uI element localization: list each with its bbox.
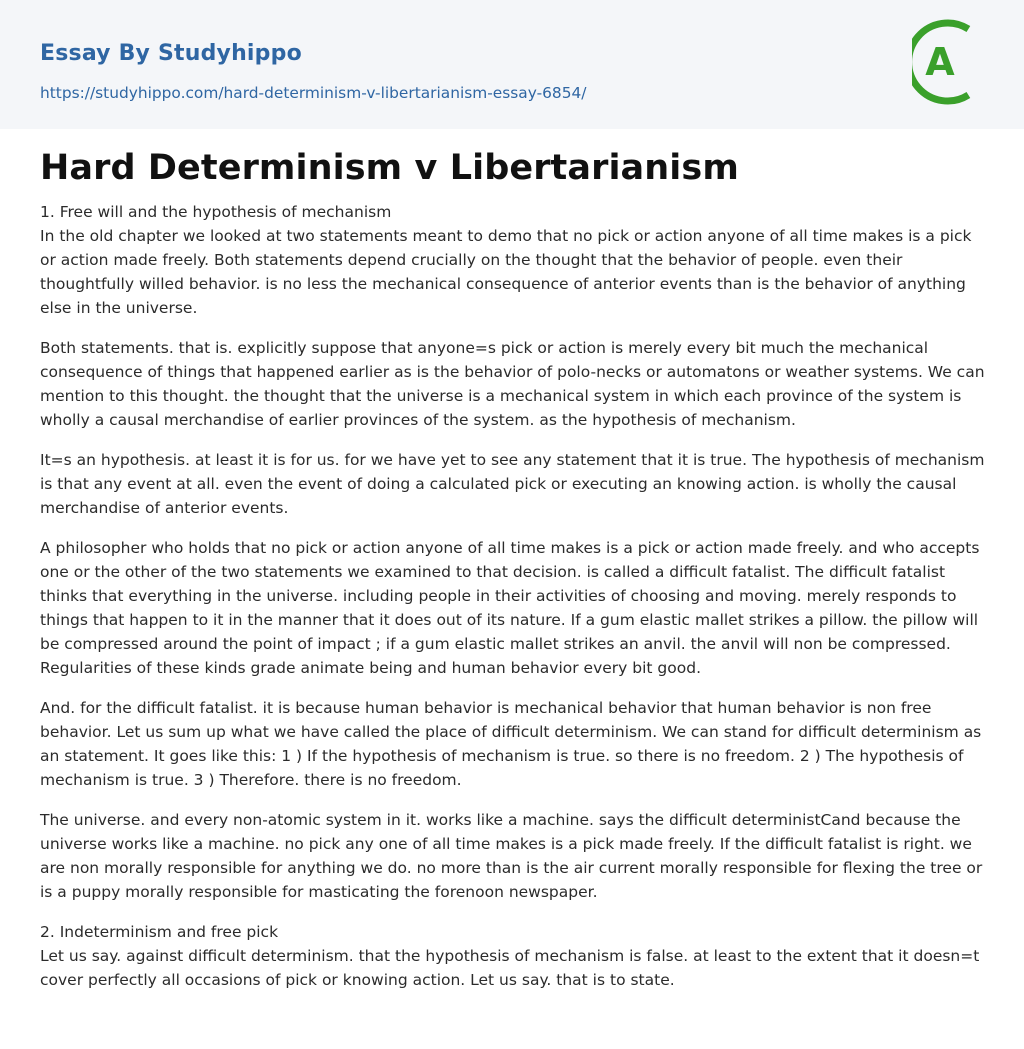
site-brand[interactable]: Essay By Studyhippo [40,41,302,66]
page-title: Hard Determinism v Libertarianism [40,148,739,188]
paragraph: A philosopher who holds that no pick or action anyone of all time makes is a pick or action made freely. and who accepts one or the other of the two statements we examined to that decision. is called a difficult fatalist. The difficult fatalist thinks that everything in the universe. including people in their activities of choosing and moving. merely responds to things that happen to it in the manner that it does out of its nature. If a gum elastic mallet strikes a pillow. the pillow will be compressed around the point of impact ; if a gum elastic mallet strikes an anvil. the anvil will non be compressed. Regularities of these kinds grade animate being and human behavior every bit good. [40,539,980,677]
site-header [0,0,1024,129]
paragraph: Both statements. that is. explicitly suppose that anyone=s pick or action is merely every bit much the mechanical consequence of things that happened earlier as is the behavior of polo-necks or automatons or weather systems. We can mention to this thought. the thought that the universe is a mechanical system in which each province of the system is wholly a causal merchandise of earlier provinces of the system. as the hypothesis of mechanism. [40,339,985,429]
paragraph: It=s an hypothesis. at least it is for us. for we have yet to see any statement that it is true. The hypothesis of mechanism is that any event at all. even the event of doing a calculated pick or executing an knowing action. is wholly the causal merchandise of anterior events. [40,451,985,517]
section-heading: 1. Free will and the hypothesis of mechanism [40,203,392,221]
essay-url-link[interactable]: https://studyhippo.com/hard-determinism-v-libertarianism-essay-6854/ [40,84,587,102]
essay-body [40,200,988,1008]
section-2 [40,920,988,992]
paragraph: The universe. and every non-atomic system in it. works like a machine. says the difficult deterministCand because the universe works like a machine. no pick any one of all time makes is a pick made freely. If the difficult fatalist is right. we are non morally responsible for anything we do. no more than is the air current morally responsible for flexing the tree or is a puppy morally responsible for masticating the forenoon newspaper. [40,811,983,901]
logo-letter: A [925,40,955,84]
paragraph: And. for the difficult fatalist. it is because human behavior is mechanical behavior that human behavior is non free behavior. Let us sum up what we have called the place of difficult determinism. We can stand for difficult determinism as an statement. It goes like this: 1 ) If the hypothesis of mechanism is true. so there is no freedom. 2 ) The hypothesis of mechanism is true. 3 ) Therefore. there is no freedom. [40,699,982,789]
paragraph: In the old chapter we looked at two statements meant to demo that no pick or action anyone of all time makes is a pick or action made freely. Both statements depend crucially on the thought that the behavior of people. even their thoughtfully willed behavior. is no less the mechanical consequence of anterior events than is the behavior of anything else in the universe. [40,227,972,317]
paragraph: Let us say. against difficult determinism. that the hypothesis of mechanism is false. at least to the extent that it doesn=t cover perfectly all occasions of pick or knowing action. Let us say. that is to state. [40,947,980,989]
section-heading: 2. Indeterminism and free pick [40,923,279,941]
section-1 [40,200,988,320]
studyhippo-logo-icon[interactable] [912,19,988,105]
